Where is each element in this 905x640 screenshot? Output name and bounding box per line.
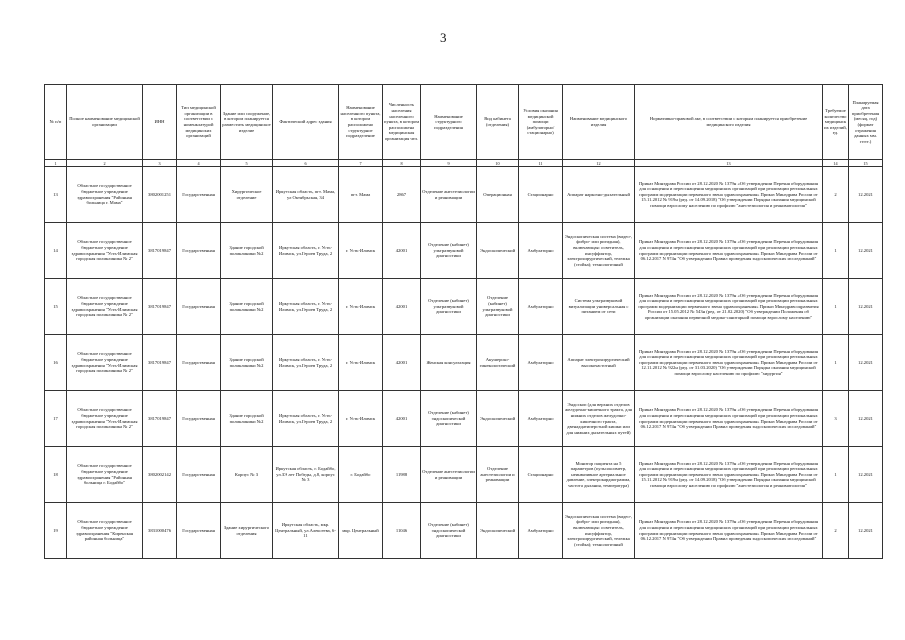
structural-unit: Отделение (кабинет) ультразвуковой диагностики [421, 223, 477, 279]
legal-act: Приказ Минздрава России от 28.12.2020 № 1379н «Об утверждении Перечня оборудования для оснащения и переоснащения медицинских организаций при реализации региональных программ модернизации первичного звена здравоохранения» Приказ Минздрава России от 15.11.2012 № 919н (ред. от 14.09.2018) "Об утверждении Порядка оказания медицинской помощи взрослому населению по профилю "анестезиология и реаниматология" [635, 167, 823, 223]
column-header: Численность населения населенного пункта, в котором расположена медицинская организация чел. [383, 85, 421, 160]
organization-type: Государственная [177, 223, 221, 279]
quantity: 1 [823, 335, 849, 391]
population: 2867 [383, 167, 421, 223]
row-number: 17 [45, 391, 67, 447]
building: Корпус № 3 [221, 447, 273, 503]
organization-type: Государственная [177, 335, 221, 391]
cabinet-type: Эндоскопический [477, 503, 519, 559]
organization-name: Областное государственное бюджетное учреждение здравоохранения "Усть-Илимская городская поликлиника № 2" [67, 391, 143, 447]
table-row [45, 335, 883, 391]
organization-type: Государственная [177, 447, 221, 503]
column-header: Здание или сооружение, в котором планируется разместить медицинское изделие [221, 85, 273, 160]
care-conditions: Амбулаторно [519, 391, 563, 447]
column-index: 15 [849, 160, 883, 167]
column-header: Требуемое количество медицинских изделий, ед. [823, 85, 849, 160]
quantity: 3 [823, 391, 849, 447]
address: Иркутская область, г. Усть-Илимск, ул.Героев Труда, 2 [273, 391, 339, 447]
legal-act: Приказ Минздрава России от 28.12.2020 № 1379н «Об утверждении Перечня оборудования для оснащения и переоснащения медицинских организаций при реализации региональных программ модернизации первичного звена здравоохранения» Приказ Минздрава России от 06.12.2017 N 974н "Об утверждении Правил проведения эндоскопических исследований" [635, 223, 823, 279]
settlement: г. Усть-Илимск [339, 279, 383, 335]
column-index: 2 [67, 160, 143, 167]
building: Здание городской поликлиники №2 [221, 335, 273, 391]
purchase-date: 12.2021 [849, 223, 883, 279]
row-number: 15 [45, 279, 67, 335]
organization-name: Областное государственное бюджетное учреждение здравоохранения "Усть-Илимская городская поликлиника № 2" [67, 335, 143, 391]
building: Здание городской поликлиники №2 [221, 223, 273, 279]
building: Здание хирургического отделения [221, 503, 273, 559]
header-row [45, 85, 883, 160]
cabinet-type: Отделение анестезиологии и реанимации [477, 447, 519, 503]
column-header: Наименование структурного подразделения [421, 85, 477, 160]
column-index: 1 [45, 160, 67, 167]
inn: 3817019847 [143, 391, 177, 447]
table-row [45, 223, 883, 279]
table-row [45, 279, 883, 335]
cabinet-type: Эндоскопический [477, 223, 519, 279]
quantity: 1 [823, 447, 849, 503]
organization-type: Государственная [177, 391, 221, 447]
cabinet-type: Акушерско-гинекологический [477, 335, 519, 391]
column-header: Планируемая дата приобретения (месяц, год) (формат отражения данных мм. ггггг.) [849, 85, 883, 160]
care-conditions: Амбулаторно [519, 279, 563, 335]
purchase-date: 12.2021 [849, 335, 883, 391]
column-header: Наименование населенного пункта, в котором расположено структурное подразделение [339, 85, 383, 160]
population: 42001 [383, 223, 421, 279]
population: 11988 [383, 447, 421, 503]
settlement: г. Усть-Илимск [339, 391, 383, 447]
settlement: г. Усть-Илимск [339, 335, 383, 391]
page-number: 3 [440, 30, 447, 45]
care-conditions: Стационарно [519, 447, 563, 503]
table-row [45, 447, 883, 503]
column-header: Условия оказания медицинской помощи (амбулаторно/ стационарно) [519, 85, 563, 160]
column-index: 3 [143, 160, 177, 167]
structural-unit: Отделение (кабинет) эндоскопической диагностики [421, 391, 477, 447]
settlement: пгт. Мама [339, 167, 383, 223]
cabinet-type: Эндоскопический [477, 391, 519, 447]
column-index: 4 [177, 160, 221, 167]
column-header: Фактический адрес здания [273, 85, 339, 160]
organization-name: Областное государственное бюджетное учреждение здравоохранения "Районная больница г. Мама" [67, 167, 143, 223]
organization-name: Областное государственное бюджетное учреждение здравоохранения "Усть-Илимская городская поликлиника № 2" [67, 223, 143, 279]
column-header: Полное наименование медицинской организации [67, 85, 143, 160]
structural-unit: Отделение (кабинет) ультразвуковой диагностики [421, 279, 477, 335]
column-header: № п/п [45, 85, 67, 160]
column-index: 6 [273, 160, 339, 167]
settlement: г. Бодайбо [339, 447, 383, 503]
structural-unit: Отделение анестезиологии и реанимации [421, 167, 477, 223]
address: Иркутская область, г. Усть-Илимск, ул.Героев Труда, 2 [273, 335, 339, 391]
inn: 3831000476 [143, 503, 177, 559]
building: Здание городской поликлиники №2 [221, 391, 273, 447]
population: 11046 [383, 503, 421, 559]
medical-device: Эндоскопическая система (видео-, фибро- или ригидная), включающая: осветитель, инсуффлятор, электрохирургический, тележка (стойка); технологичный [563, 503, 635, 559]
purchase-date: 12.2021 [849, 391, 883, 447]
medical-device: Система ультразвуковой визуализации универсальная с питанием от сети [563, 279, 635, 335]
address: Иркутская область, г. Усть-Илимск, ул.Героев Труда, 2 [273, 223, 339, 279]
organization-name: Областное государственное бюджетное учреждение здравоохранения "Усть-Илимская городская поликлиника № 2" [67, 279, 143, 335]
medical-device: Эндоскопическая система (видео-, фибро- или ригидная), включающая: осветитель, инсуффлятор, электрохирургический, тележка (стойка); технологичный [563, 223, 635, 279]
population: 42001 [383, 391, 421, 447]
row-number: 18 [45, 447, 67, 503]
structural-unit: Отделение анестезиологии и реанимации [421, 447, 477, 503]
inn: 3817019847 [143, 335, 177, 391]
organization-type: Государственная [177, 503, 221, 559]
column-index: 9 [421, 160, 477, 167]
legal-act: Приказ Минздрава России от 28.12.2020 № 1379н «Об утверждении Перечня оборудования для оснащения и переоснащения медицинских организаций при реализации региональных программ модернизации первичного звена здравоохранения» Приказ Минздрава России от 06.12.2017 N 974н "Об утверждении Правил проведения эндоскопических исследований" [635, 391, 823, 447]
column-header: Вид кабинета (отделения) [477, 85, 519, 160]
medical-device: Эндоскоп (для верхних отделов желудочно-кишечного тракта, для нижних отделов желудочно-кишечного тракта, двенадцатиперстной кишки или для нижних дыхательных путей) [563, 391, 635, 447]
column-index: 10 [477, 160, 519, 167]
legal-act: Приказ Минздрава России от 28.12.2020 № 1379н «Об утверждении Перечня оборудования для оснащения и переоснащения медицинских организаций при реализации региональных программ модернизации первичного звена здравоохранения» Приказ Минздрава России от 12.11.2012 № 922н (ред. от 31.03.2020) "Об утверждении Порядка оказания медицинской помощи взрослому населению по профилю "хирургия" [635, 335, 823, 391]
building: Здание городской поликлиники №2 [221, 279, 273, 335]
row-number: 14 [45, 223, 67, 279]
inn: 3817019847 [143, 279, 177, 335]
row-number: 13 [45, 167, 67, 223]
population: 42001 [383, 279, 421, 335]
settlement: мкр. Центральный [339, 503, 383, 559]
column-header: Тип медицинской организации в соответствии с номенклатурой медицинских организаций [177, 85, 221, 160]
column-header: Наименование медицинского изделия [563, 85, 635, 160]
column-index: 8 [383, 160, 421, 167]
structural-unit: Отделение (кабинет) эндоскопической диагностики [421, 503, 477, 559]
address: Иркутская область, мкр. Центральный, ул.Алексеева, 6-11 [273, 503, 339, 559]
purchase-date: 12.2021 [849, 503, 883, 559]
legal-act: Приказ Минздрава России от 28.12.2020 № 1379н «Об утверждении Перечня оборудования для оснащения и переоснащения медицинских организаций при реализации региональных программ модернизации первичного звена здравоохранения» Приказ Минздрава России от 06.12.2017 N 974н "Об утверждении Правил проведения эндоскопических исследований" [635, 503, 823, 559]
inn: 3802001251 [143, 167, 177, 223]
column-index: 14 [823, 160, 849, 167]
purchase-date: 12.2021 [849, 447, 883, 503]
column-index: 5 [221, 160, 273, 167]
purchase-date: 12.2021 [849, 167, 883, 223]
legal-act: Приказ Минздрава России от 28.12.2020 № 1379н «Об утверждении Перечня оборудования для оснащения и переоснащения медицинских организаций при реализации региональных программ модернизации первичного звена здравоохранения» Приказ Минздравсоцразвития России от 15.05.2012 № 543н (ред. от 21.02.2020) "Об утверждении Положения об организации оказания первичной медико-санитарной помощи взрослому населению" [635, 279, 823, 335]
quantity: 2 [823, 167, 849, 223]
purchase-date: 12.2021 [849, 279, 883, 335]
medical-device: Аппарат электрохирургический высокочастотный [563, 335, 635, 391]
organization-name: Областное государственное бюджетное учреждение здравоохранения "Районная больница г. Бодайбо" [67, 447, 143, 503]
column-index: 11 [519, 160, 563, 167]
cabinet-type: Отделение (кабинет) ультразвуковой диагностики [477, 279, 519, 335]
table-row [45, 391, 883, 447]
quantity: 2 [823, 503, 849, 559]
medical-device: Аппарат наркозно-дыхательный [563, 167, 635, 223]
column-header: Нормативно-правовой акт, в соответствии с которым планируется приобретение медицинского изделия [635, 85, 823, 160]
column-index: 12 [563, 160, 635, 167]
organization-name: Областное государственное бюджетное учреждение здравоохранения "Киренская районная больница" [67, 503, 143, 559]
legal-act: Приказ Минздрава России от 28.12.2020 № 1379н «Об утверждении Перечня оборудования для оснащения и переоснащения медицинских организаций при реализации региональных программ модернизации первичного звена здравоохранения» Приказ Минздрава России от 15.11.2012 № 919н (ред. от 14.09.2018) "Об утверждении Порядка оказания медицинской помощи взрослому населению по профилю "анестезиология и реаниматология" [635, 447, 823, 503]
settlement: г. Усть-Илимск [339, 223, 383, 279]
column-index: 7 [339, 160, 383, 167]
column-index: 13 [635, 160, 823, 167]
address: Иркутская область, пгт. Мама, ул Октябрьская, 34 [273, 167, 339, 223]
inn: 3817019847 [143, 223, 177, 279]
column-index-row [45, 160, 883, 167]
equipment-table [44, 84, 883, 559]
row-number: 16 [45, 335, 67, 391]
quantity: 1 [823, 279, 849, 335]
address: Иркутская область, г. Бодайбо, ул.ЗЭ лет Победы, д.8, корпус № 3 [273, 447, 339, 503]
table-row [45, 503, 883, 559]
medical-device: Монитор пациента на 5 параметров (пульсоксиметр, неинвазивное артериальное давление, электрокардиограмма, частота дыхания, температура) [563, 447, 635, 503]
care-conditions: Стационарно [519, 167, 563, 223]
inn: 3802002142 [143, 447, 177, 503]
address: Иркутская область, г. Усть-Илимск, ул.Героев Труда, 2 [273, 279, 339, 335]
care-conditions: Амбулаторно [519, 223, 563, 279]
table-row [45, 167, 883, 223]
population: 42001 [383, 335, 421, 391]
organization-type: Государственная [177, 167, 221, 223]
cabinet-type: Операционная [477, 167, 519, 223]
organization-type: Государственная [177, 279, 221, 335]
column-header: ИНН [143, 85, 177, 160]
building: Хирургическое отделение [221, 167, 273, 223]
care-conditions: Амбулаторно [519, 503, 563, 559]
care-conditions: Амбулаторно [519, 335, 563, 391]
row-number: 19 [45, 503, 67, 559]
quantity: 1 [823, 223, 849, 279]
structural-unit: Женская консультация [421, 335, 477, 391]
